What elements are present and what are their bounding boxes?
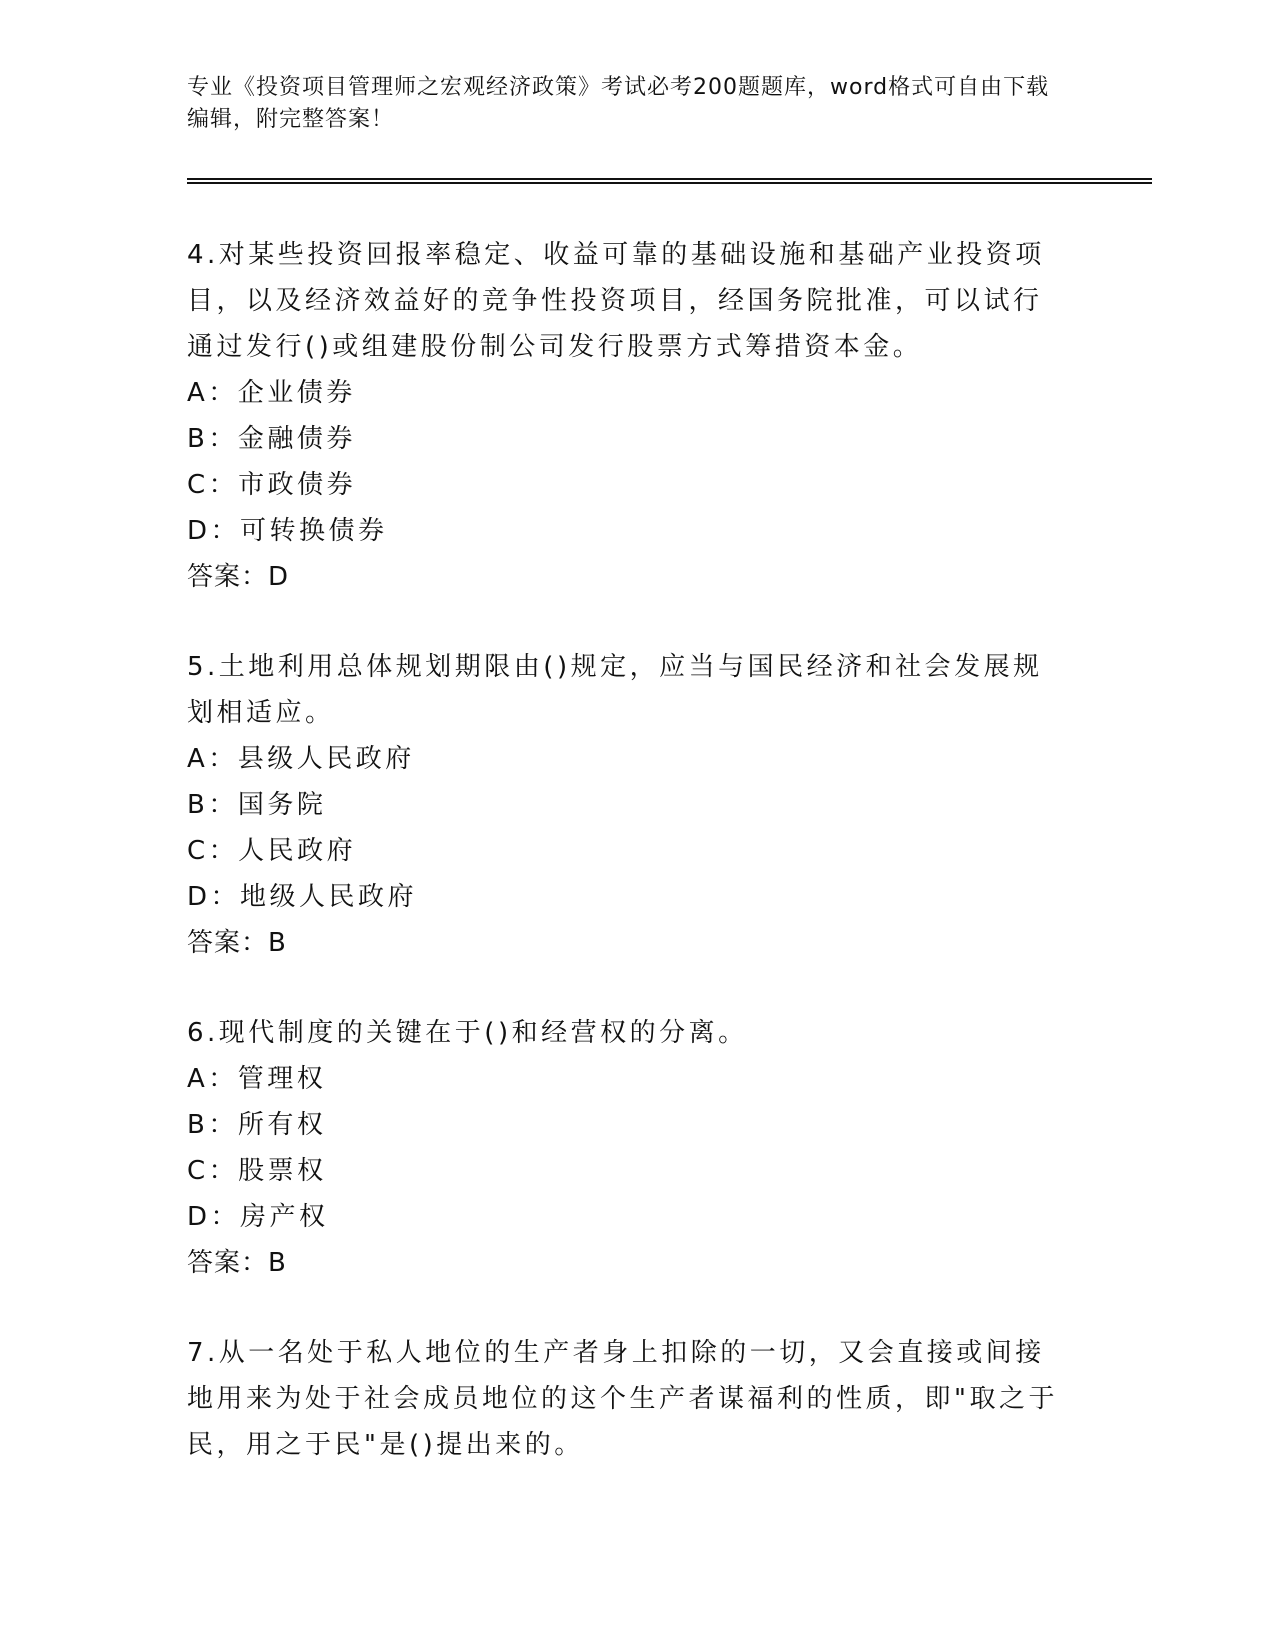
- option-b: B：所有权: [187, 1110, 327, 1140]
- question-text: 6.现代制度的关键在于()和经营权的分离。: [187, 1018, 748, 1048]
- option-c: C：股票权: [187, 1156, 327, 1186]
- option-a: A：县级人民政府: [187, 744, 415, 774]
- question-text: 4.对某些投资回报率稳定、收益可靠的基础设施和基础产业投资项目，以及经济效益好的竞争性投资项目，经国务院批准，可以试行通过发行()或组建股份制公司发行股票方式筹措资本金。: [187, 240, 1045, 362]
- header-double-rule: [187, 178, 1152, 184]
- option-c: C：市政债券: [187, 470, 357, 500]
- question-text: 7.从一名处于私人地位的生产者身上扣除的一切，又会直接或间接地用来为处于社会成员地位的这个生产者谋福利的性质，即"取之于民，用之于民"是()提出来的。: [187, 1338, 1058, 1460]
- option-b: B：金融债券: [187, 424, 356, 454]
- question-7: [187, 1330, 1067, 1468]
- option-d: D：可转换债券: [187, 516, 388, 546]
- answer: 答案：B: [187, 928, 287, 958]
- option-b: B：国务院: [187, 790, 327, 820]
- answer: 答案：B: [187, 1248, 287, 1278]
- option-d: D：地级人民政府: [187, 882, 418, 912]
- question-list: [187, 232, 1067, 1512]
- question-text: 5.土地利用总体规划期限由()规定，应当与国民经济和社会发展规划相适应。: [187, 652, 1043, 728]
- option-a: A：管理权: [187, 1064, 327, 1094]
- document-header: 专业《投资项目管理师之宏观经济政策》考试必考200题题库，word格式可自由下载编辑，附完整答案！: [187, 75, 1050, 132]
- option-c: C：人民政府: [187, 836, 357, 866]
- answer: 答案：D: [187, 562, 290, 592]
- question-5: [187, 644, 1067, 966]
- option-a: A：企业债券: [187, 378, 356, 408]
- option-d: D：房产权: [187, 1202, 329, 1232]
- question-4: [187, 232, 1067, 600]
- question-6: [187, 1010, 1067, 1286]
